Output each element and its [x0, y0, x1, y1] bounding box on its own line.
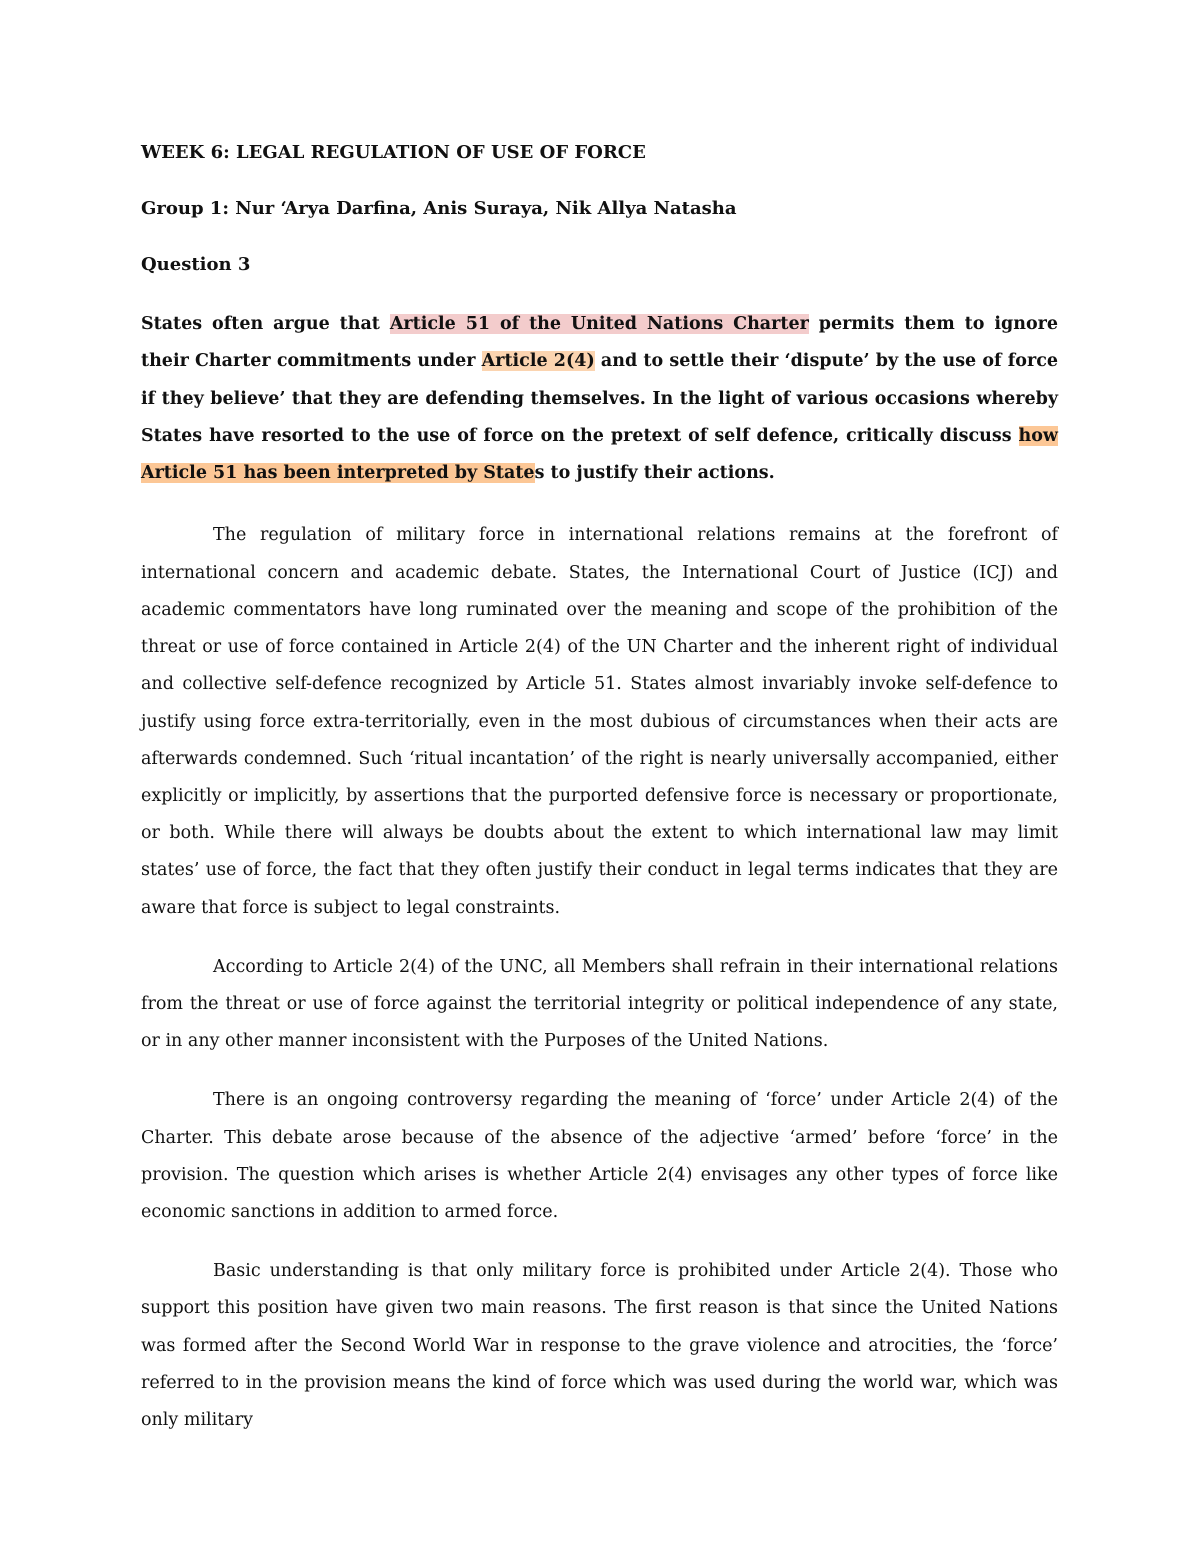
document-title: WEEK 6: LEGAL REGULATION OF USE OF FORCE: [141, 142, 646, 163]
body-paragraph-3: There is an ongoing controversy regarding the meaning of ‘force’ under Article 2(4) of the Charter. This debate arose because of the absence of the adjective ‘armed’ before ‘force’ in the provision. The question which arises is whether Article 2(4) envisages any other types of force like economic sanctions in addition to armed force.: [141, 1090, 1058, 1222]
highlight-article-51: Article 51 of the United Nations Charter: [389, 314, 809, 334]
question-text: [141, 306, 1058, 492]
group-members: Group 1: Nur ‘Arya Darfina, Anis Suraya, Nik Allya Natasha: [141, 198, 737, 219]
highlight-interpretation: how Article 51 has been interpreted by State: [141, 425, 1058, 484]
highlight-article-2-4: Article 2(4): [481, 351, 595, 372]
body-paragraph-2: According to Article 2(4) of the UNC, all Members shall refrain in their international relations from the threat or use of force against the territorial integrity or political independence of any state, or in any other manner inconsistent with the Purposes of the United Nations.: [141, 956, 1058, 1052]
question-part-3: and to settle their ‘dispute’ by the use of force if they believe’ that they are defending themselves. In the light of various occasions whereby States have resorted to the use of force on the pretext of self defence, critically discuss: [141, 351, 1058, 446]
question-part-1: States often argue that: [141, 314, 390, 334]
question-label: Question 3: [141, 254, 251, 275]
body-paragraph-1: The regulation of military force in international relations remains at the forefront of international concern and academic debate. States, the International Court of Justice (ICJ) and academic commentators have long ruminated over the meaning and scope of the prohibition of the threat or use of force contained in Article 2(4) of the UN Charter and the inherent right of individual and collective self-defence recognized by Article 51. States almost invariably invoke self-defence to justify using force extra-territorially, even in the most dubious of circumstances when their acts are afterwards condemned. Such ‘ritual incantation’ of the right is nearly universally accompanied, either explicitly or implicitly, by assertions that the purported defensive force is necessary or proportionate, or both. While there will always be doubts about the extent to which international law may limit states’ use of force, the fact that they often justify their conduct in legal terms indicates that they are aware that force is subject to legal constraints.: [141, 525, 1058, 918]
document-body: [141, 138, 1058, 1439]
question-part-4: s to justify their actions.: [534, 463, 775, 484]
body-paragraph-4: Basic understanding is that only military force is prohibited under Article 2(4). Those who support this position have given two main reasons. The first reason is that since the United Nations was formed after the Second World War in response to the grave violence and atrocities, the ‘force’ referred to in the provision means the kind of force which was used during the world war, which was only military: [141, 1261, 1058, 1430]
question-part-2: permits them to ignore their Charter commitments under: [141, 314, 1058, 372]
